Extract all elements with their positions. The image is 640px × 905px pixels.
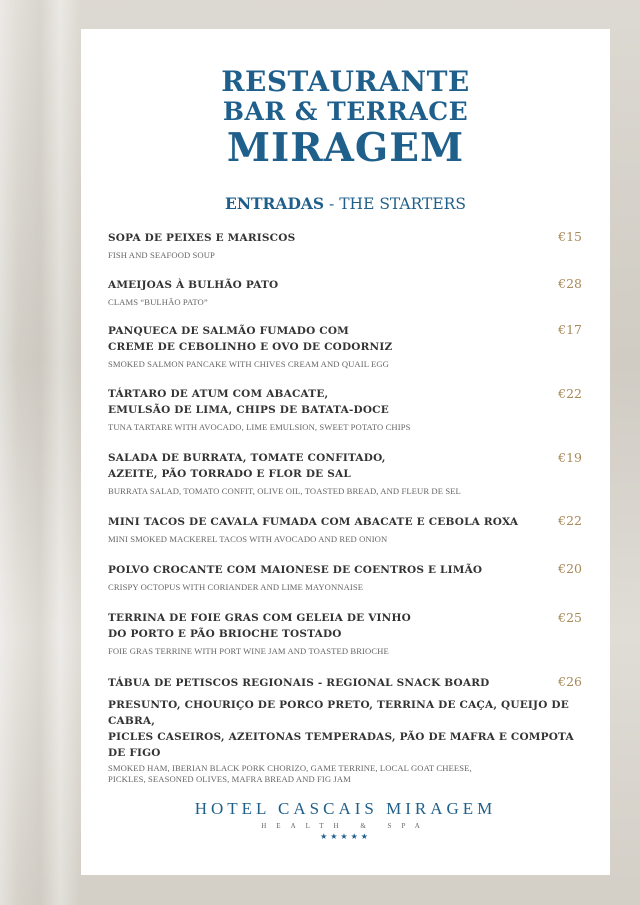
menu-item-price: €17: [558, 322, 582, 337]
restaurant-title-line3: MIRAGEM: [226, 125, 465, 171]
section-title-pt: ENTRADAS: [225, 194, 325, 213]
section-title: [81, 194, 610, 213]
menu-item-description: FISH AND SEAFOOD SOUP: [108, 250, 215, 260]
menu-item: [108, 230, 528, 261]
restaurant-title-line1: RESTAURANTE: [221, 65, 470, 98]
menu-item-name: TÁRTARO DE ATUM COM ABACATE, EMULSÃO DE LIMA, CHIPS DE BATATA-DOCE: [108, 388, 389, 416]
menu-item-description: SMOKED HAM, IBERIAN BLACK PORK CHORIZO, GAME TERRINE, LOCAL GOAT CHEESE, PICKLES, SEASONED OLIVES, MAFRA BREAD AND FIG JAM: [108, 763, 472, 784]
footer-stars: ★★★★★: [320, 832, 371, 841]
menu-item-price: €22: [558, 513, 582, 528]
menu-item: [108, 450, 528, 497]
menu-item-name: SALADA DE BURRATA, TOMATE CONFITADO, AZEITE, PÃO TORRADO E FLOR DE SAL: [108, 452, 386, 480]
menu-card: [81, 29, 610, 875]
menu-item-price: €22: [558, 386, 582, 401]
menu-item-price: €19: [558, 450, 582, 465]
section-title-en: THE STARTERS: [339, 195, 466, 213]
footer-hotel-name: HOTEL CASCAIS MIRAGEM: [194, 799, 497, 818]
menu-item-name: SOPA DE PEIXES E MARISCOS: [108, 232, 296, 244]
menu-item: [108, 386, 528, 433]
menu-item-price: €25: [558, 610, 582, 625]
menu-item-price: €26: [558, 674, 582, 689]
menu-item-description: SMOKED SALMON PANCAKE WITH CHIVES CREAM AND QUAIL EGG: [108, 359, 389, 369]
menu-item-name: TERRINA DE FOIE GRAS COM GELEIA DE VINHO DO PORTO E PÃO BRIOCHE TOSTADO: [108, 612, 411, 640]
menu-item-name: PANQUECA DE SALMÃO FUMADO COM CREME DE CEBOLINHO E OVO DE CODORNIZ: [108, 325, 393, 353]
menu-item: [108, 562, 528, 593]
menu-item-price: €15: [558, 229, 582, 244]
menu-item-description: FOIE GRAS TERRINE WITH PORT WINE JAM AND TOASTED BRIOCHE: [108, 646, 389, 656]
menu-item: [108, 277, 528, 308]
menu-item-name: MINI TACOS DE CAVALA FUMADA COM ABACATE E CEBOLA ROXA: [108, 516, 519, 528]
menu-item-description: CRISPY OCTOPUS WITH CORIANDER AND LIME MAYONNAISE: [108, 582, 364, 592]
menu-item-price: €20: [558, 561, 582, 576]
menu-item: [108, 610, 528, 657]
menu-item-price: €28: [558, 276, 582, 291]
restaurant-title-line2: BAR & TERRACE: [222, 97, 469, 126]
menu-item-description: CLAMS “BULHÃO PATO”: [108, 297, 208, 307]
menu-item-subname: PRESUNTO, CHOURIÇO DE PORCO PRETO, TERRINA DE CAÇA, QUEIJO DE CABRA, PICLES CASEIROS, AZEITONAS TEMPERADAS, PÃO DE MAFRA E COMPOTA DE FIGO: [108, 699, 574, 759]
menu-item-description: TUNA TARTARE WITH AVOCADO, LIME EMULSION, SWEET POTATO CHIPS: [108, 422, 411, 432]
menu-item-description: MINI SMOKED MACKEREL TACOS WITH AVOCADO AND RED ONION: [108, 534, 388, 544]
footer-subtitle: HEALTH & SPA: [261, 822, 430, 830]
menu-item: [108, 323, 528, 370]
menu-item: [108, 514, 528, 545]
menu-item-description: BURRATA SALAD, TOMATO CONFIT, OLIVE OIL, TOASTED BREAD, AND FLEUR DE SEL: [108, 486, 461, 496]
menu-item: [108, 675, 588, 785]
section-title-separator: -: [324, 195, 340, 213]
menu-item-name: TÁBUA DE PETISCOS REGIONAIS - REGIONAL SNACK BOARD: [108, 677, 490, 689]
menu-item-name: POLVO CROCANTE COM MAIONESE DE COENTROS E LIMÃO: [108, 564, 483, 576]
menu-item-name: AMEIJOAS À BULHÃO PATO: [108, 279, 279, 291]
